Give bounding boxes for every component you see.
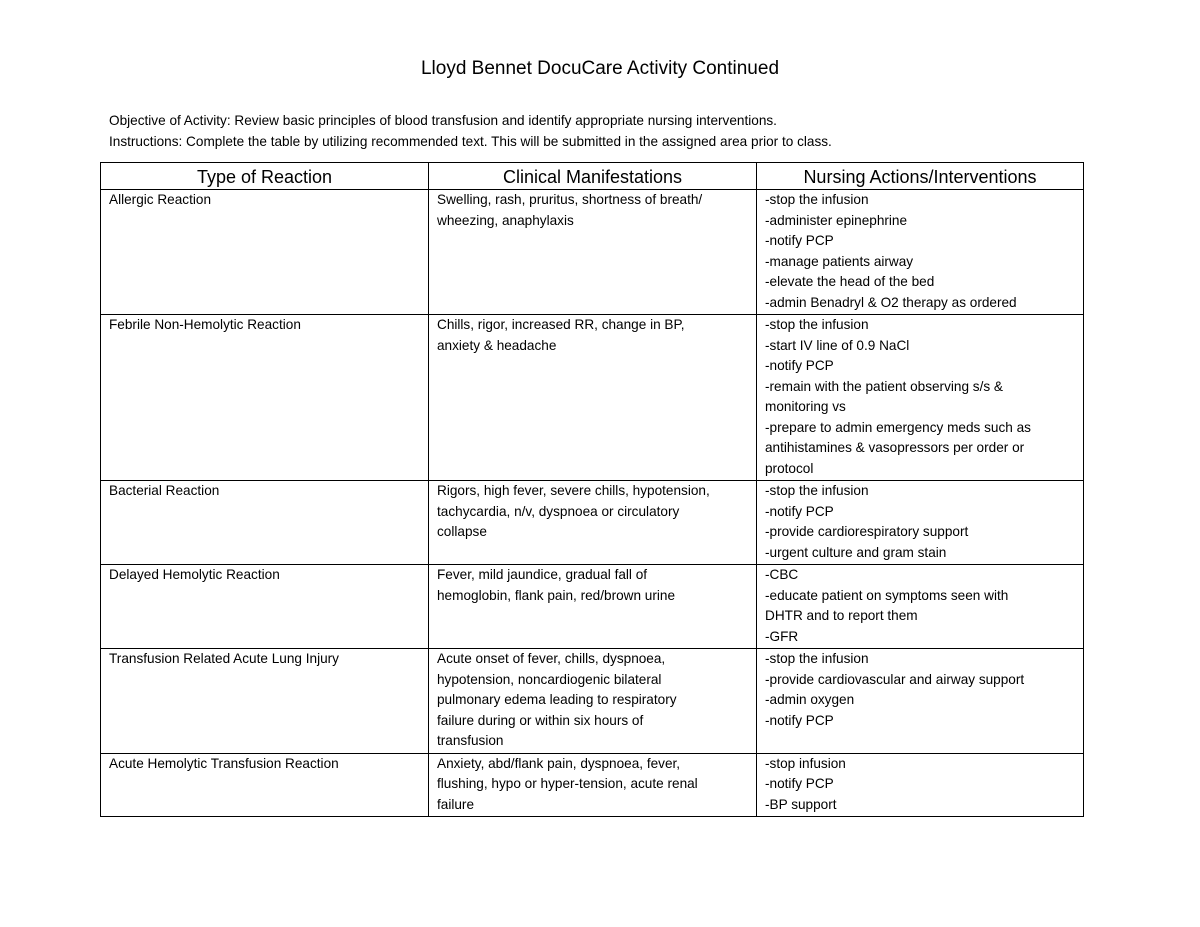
table-row [101, 649, 1084, 754]
nursing-action-line: -admin Benadryl & O2 therapy as ordered [765, 294, 1017, 310]
nursing-action-line: -admin oxygen [765, 692, 855, 707]
nursing-action-line: -stop infusion [765, 755, 846, 771]
nursing-action-line: -start IV line of 0.9 NaCl [765, 337, 910, 353]
nursing-action-line: -notify PCP [765, 712, 834, 728]
manifestation-line: tachycardia, n/v, dyspnoea or circulatory [437, 503, 680, 519]
reaction-type-cell [101, 315, 429, 481]
reaction-type-text: Delayed Hemolytic Reaction [109, 567, 280, 582]
reaction-type-text: Transfusion Related Acute Lung Injury [109, 651, 339, 666]
reaction-type-text: Acute Hemolytic Transfusion Reaction [109, 755, 339, 771]
table-row [101, 753, 1084, 817]
nursing-action-line: -stop the infusion [765, 651, 869, 666]
nursing-action-line: -stop the infusion [765, 192, 869, 207]
clinical-manifestations-cell [429, 481, 757, 565]
nursing-action-line: monitoring vs [765, 399, 846, 414]
nursing-action-line: -urgent culture and gram stain [765, 544, 947, 560]
nursing-action-line: -stop the infusion [765, 317, 869, 332]
manifestation-line: transfusion [437, 733, 504, 748]
manifestation-line: Anxiety, abd/flank pain, dyspnoea, fever, [437, 755, 681, 771]
nursing-action-line: -GFR [765, 628, 799, 644]
nursing-action-line: -stop the infusion [765, 483, 869, 498]
table-row [101, 190, 1084, 315]
nursing-action-line: -manage patients airway [765, 253, 914, 269]
nursing-action-line: -notify PCP [765, 503, 834, 519]
nursing-action-line: -CBC [765, 567, 799, 582]
reaction-type-text: Bacterial Reaction [109, 483, 220, 498]
table-row [101, 565, 1084, 649]
manifestation-line: Acute onset of fever, chills, dyspnoea, [437, 651, 666, 666]
nursing-actions-cell [757, 649, 1084, 754]
instructions-text: Instructions: Complete the table by utilizing recommended text. This will be submitted in the assigned area prior to class. [109, 134, 832, 149]
nursing-action-line: DHTR and to report them [765, 608, 918, 623]
reaction-type-cell [101, 753, 429, 817]
objective-text: Objective of Activity: Review basic principles of blood transfusion and identify appropriate nursing interventions. [109, 113, 777, 128]
manifestation-line: hypotension, noncardiogenic bilateral [437, 671, 662, 687]
nursing-actions-cell [757, 565, 1084, 649]
header-clinical-manifestations: Clinical Manifestations [429, 163, 757, 190]
manifestation-line: pulmonary edema leading to respiratory [437, 692, 677, 707]
reaction-type-cell [101, 481, 429, 565]
manifestation-line: anxiety & headache [437, 337, 557, 353]
clinical-manifestations-cell [429, 753, 757, 817]
nursing-actions-cell [757, 753, 1084, 817]
reaction-type-text: Febrile Non-Hemolytic Reaction [109, 317, 301, 332]
manifestation-line: failure [437, 796, 475, 812]
page-title: Lloyd Bennet DocuCare Activity Continued [420, 58, 780, 79]
reaction-type-text: Allergic Reaction [109, 192, 211, 207]
nursing-actions-cell [757, 315, 1084, 481]
nursing-action-line: -BP support [765, 796, 837, 812]
clinical-manifestations-cell [429, 190, 757, 315]
nursing-action-line: -remain with the patient observing s/s & [765, 378, 1004, 394]
clinical-manifestations-cell [429, 315, 757, 481]
nursing-actions-cell [757, 481, 1084, 565]
manifestation-line: Swelling, rash, pruritus, shortness of breath/ [437, 192, 703, 207]
nursing-action-line: -administer epinephrine [765, 212, 908, 228]
nursing-action-line: -provide cardiorespiratory support [765, 524, 969, 539]
manifestation-line: wheezing, anaphylaxis [437, 212, 574, 228]
header-nursing-actions: Nursing Actions/Interventions [757, 163, 1084, 190]
nursing-actions-cell [757, 190, 1084, 315]
nursing-action-line: -prepare to admin emergency meds such as [765, 419, 1031, 435]
table-row [101, 315, 1084, 481]
table-row [101, 481, 1084, 565]
clinical-manifestations-cell [429, 649, 757, 754]
reaction-type-cell [101, 649, 429, 754]
nursing-action-line: -notify PCP [765, 776, 834, 791]
table-body [101, 190, 1084, 817]
nursing-action-line: -provide cardiovascular and airway support [765, 671, 1025, 687]
manifestation-line: failure during or within six hours of [437, 712, 644, 728]
table-header-row [101, 163, 1084, 190]
manifestation-line: Chills, rigor, increased RR, change in BP, [437, 317, 685, 332]
clinical-manifestations-cell [429, 565, 757, 649]
reactions-table [100, 162, 1084, 817]
nursing-action-line: antihistamines & vasopressors per order or [765, 440, 1025, 455]
nursing-action-line: -notify PCP [765, 358, 834, 373]
header-type-of-reaction: Type of Reaction [101, 163, 429, 190]
intro-block [109, 110, 1089, 152]
manifestation-line: collapse [437, 524, 487, 539]
manifestation-line: flushing, hypo or hyper-tension, acute renal [437, 776, 698, 791]
manifestation-line: Fever, mild jaundice, gradual fall of [437, 567, 648, 582]
nursing-action-line: -educate patient on symptoms seen with [765, 587, 1009, 603]
nursing-action-line: protocol [765, 460, 814, 476]
reaction-type-cell [101, 190, 429, 315]
manifestation-line: Rigors, high fever, severe chills, hypotension, [437, 483, 710, 498]
nursing-action-line: -elevate the head of the bed [765, 274, 935, 289]
reaction-type-cell [101, 565, 429, 649]
nursing-action-line: -notify PCP [765, 233, 834, 248]
manifestation-line: hemoglobin, flank pain, red/brown urine [437, 587, 676, 603]
